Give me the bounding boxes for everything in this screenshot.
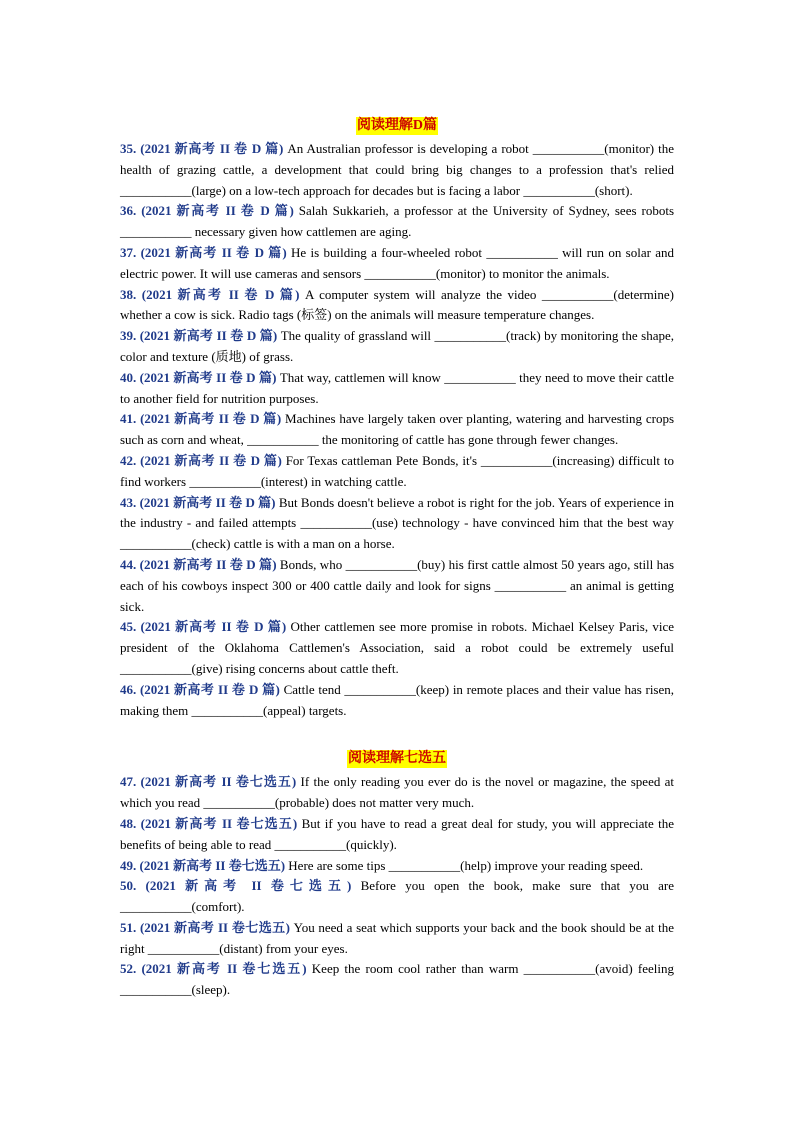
question-text: You need a seat which supports your back and the book should be at the right ___________(distant) from your eyes. bbox=[120, 919, 674, 956]
question-text: Keep the room cool rather than warm ___________(avoid) feeling ___________(sleep). bbox=[120, 961, 675, 998]
question-item bbox=[120, 680, 674, 722]
question-item bbox=[120, 368, 674, 410]
question-number: 45. bbox=[120, 619, 137, 635]
question-number: 49. bbox=[120, 857, 137, 873]
question-source-tag: (2021 新高考 II 卷 D 篇) bbox=[139, 369, 277, 385]
question-text: Other cattlemen see more promise in robots. Michael Kelsey Paris, vice president of the Oklahoma Cattlemen's Association, said a robot could be extremely useful ___________(give) rising concerns about cattle theft. bbox=[120, 619, 675, 676]
question-source-tag: (2021 新高考 II 卷 D 篇) bbox=[140, 452, 282, 468]
question-source-tag: (2021 新高考 II 卷 D 篇) bbox=[139, 328, 278, 344]
question-text: For Texas cattleman Pete Bonds, it's ___________(increasing) difficult to find workers ___________(interest) in watching cattle. bbox=[120, 452, 675, 489]
question-number: 46. bbox=[120, 681, 137, 697]
question-item bbox=[120, 451, 674, 493]
question-number: 35. bbox=[120, 141, 137, 156]
question-text: Before you open the book, make sure that you are ___________(comfort). bbox=[120, 878, 675, 915]
question-list bbox=[120, 139, 674, 721]
question-number: 42. bbox=[120, 452, 137, 468]
question-text: The quality of grassland will ___________(track) by monitoring the shape, color and texture (质地) of grass. bbox=[120, 328, 675, 364]
question-item bbox=[120, 856, 674, 877]
question-number: 47. bbox=[120, 774, 137, 790]
question-item bbox=[120, 959, 674, 1001]
question-source-tag: (2021 新高考 II 卷 D 篇) bbox=[139, 681, 280, 697]
question-text: Bonds, who ___________(buy) his first cattle almost 50 years ago, still has each of his cowboys inspect 300 or 400 cattle daily and look for signs ___________ an animal is getting sick. bbox=[120, 556, 675, 614]
question-source-tag: (2021 新高考 II 卷 D 篇) bbox=[141, 203, 294, 219]
question-item bbox=[120, 409, 674, 451]
question-number: 50. bbox=[120, 878, 137, 894]
question-source-tag: (2021 新高考 II 卷 D 篇) bbox=[140, 141, 284, 156]
question-source-tag: (2021 新高考 II 卷七选五) bbox=[145, 878, 352, 894]
question-text: Machines have largely taken over planting, watering and harvesting crops such as corn and wheat, ___________ the monitoring of cattle has gone through fewer changes. bbox=[120, 411, 675, 448]
question-source-tag: (2021 新高考 II 卷 D 篇) bbox=[140, 411, 282, 427]
section-title bbox=[120, 116, 674, 135]
section-title-text: 阅读理解D篇 bbox=[356, 118, 438, 133]
section-title-text: 阅读理解七选五 bbox=[348, 751, 446, 767]
question-source-tag: (2021 新高考 II 卷七选五) bbox=[141, 961, 307, 977]
section-title bbox=[120, 749, 674, 768]
section-spacer bbox=[120, 721, 674, 745]
question-number: 48. bbox=[120, 815, 137, 831]
question-source-tag: (2021 新高考 II 卷 D 篇) bbox=[139, 556, 277, 572]
document-page bbox=[120, 112, 674, 1001]
question-source-tag: (2021 新高考 II 卷 D 篇) bbox=[140, 619, 287, 635]
question-text: Cattle tend ___________(keep) in remote places and their value has risen, making them ___________(appeal) targets. bbox=[120, 681, 675, 718]
question-item bbox=[120, 139, 674, 201]
question-source-tag: (2021 新高考 II 卷七选五) bbox=[139, 857, 286, 873]
question-text: An Australian professor is developing a robot ___________(monitor) the health of grazing cattle, a development that could bring big changes to a profession that's relied ___________(large) on a low-tech approach for decades but is facing a labor ___________(short). bbox=[120, 141, 674, 198]
question-text: Here are some tips ___________(help) improve your reading speed. bbox=[285, 857, 644, 873]
question-item bbox=[120, 814, 674, 856]
question-item bbox=[120, 201, 674, 243]
question-text: A computer system will analyze the video ___________(determine) whether a cow is sick. Radio tags (标签) on the animals will measure temperature changes. bbox=[120, 286, 675, 323]
question-item bbox=[120, 493, 674, 555]
question-list bbox=[120, 772, 674, 1001]
question-text: That way, cattlemen will know ___________ they need to move their cattle to another field for nutrition purposes. bbox=[120, 369, 674, 406]
section-reading-seven-choose-five bbox=[120, 749, 674, 1001]
question-number: 51. bbox=[120, 919, 137, 935]
question-text: He is building a four-wheeled robot ___________ will run on solar and electric power. It will use cameras and sensors ___________(monitor) to monitor the animals. bbox=[120, 244, 675, 281]
question-item bbox=[120, 243, 674, 285]
question-text: But if you have to read a great deal for study, you will appreciate the benefits of being able to read ___________(quickly). bbox=[120, 815, 675, 852]
question-number: 43. bbox=[120, 494, 137, 510]
question-source-tag: (2021 新高考 II 卷 D 篇) bbox=[139, 494, 276, 510]
question-source-tag: (2021 新高考 II 卷七选五) bbox=[139, 919, 290, 935]
question-source-tag: (2021 新高考 II 卷七选五) bbox=[140, 815, 298, 831]
section-reading-d bbox=[120, 116, 674, 721]
question-item bbox=[120, 918, 674, 960]
question-number: 40. bbox=[120, 369, 137, 385]
question-number: 38. bbox=[120, 286, 137, 302]
question-item bbox=[120, 285, 674, 327]
question-item bbox=[120, 326, 674, 368]
question-text: Salah Sukkarieh, a professor at the University of Sydney, sees robots ___________ necessary given how cattlemen are aging. bbox=[120, 203, 675, 240]
question-number: 37. bbox=[120, 244, 137, 260]
question-item bbox=[120, 876, 674, 918]
question-number: 44. bbox=[120, 556, 137, 572]
question-text: If the only reading you ever do is the novel or magazine, the speed at which you read ___________(probable) does not matter very much. bbox=[120, 774, 675, 811]
question-number: 41. bbox=[120, 411, 137, 427]
question-source-tag: (2021 新高考 II 卷 D 篇) bbox=[140, 244, 287, 260]
question-number: 52. bbox=[120, 961, 137, 977]
question-number: 36. bbox=[120, 203, 137, 219]
question-source-tag: (2021 新高考 II 卷七选五) bbox=[140, 774, 297, 790]
question-item bbox=[120, 617, 674, 679]
question-item bbox=[120, 555, 674, 617]
question-item bbox=[120, 772, 674, 814]
question-source-tag: (2021 新高考 II 卷 D 篇) bbox=[141, 286, 300, 302]
question-number: 39. bbox=[120, 328, 137, 344]
question-text: But Bonds doesn't believe a robot is right for the job. Years of experience in the industry - and failed attempts ___________(use) technology - have convinced him that the best way ___________(check) cattle is with a man on a horse. bbox=[120, 494, 674, 552]
